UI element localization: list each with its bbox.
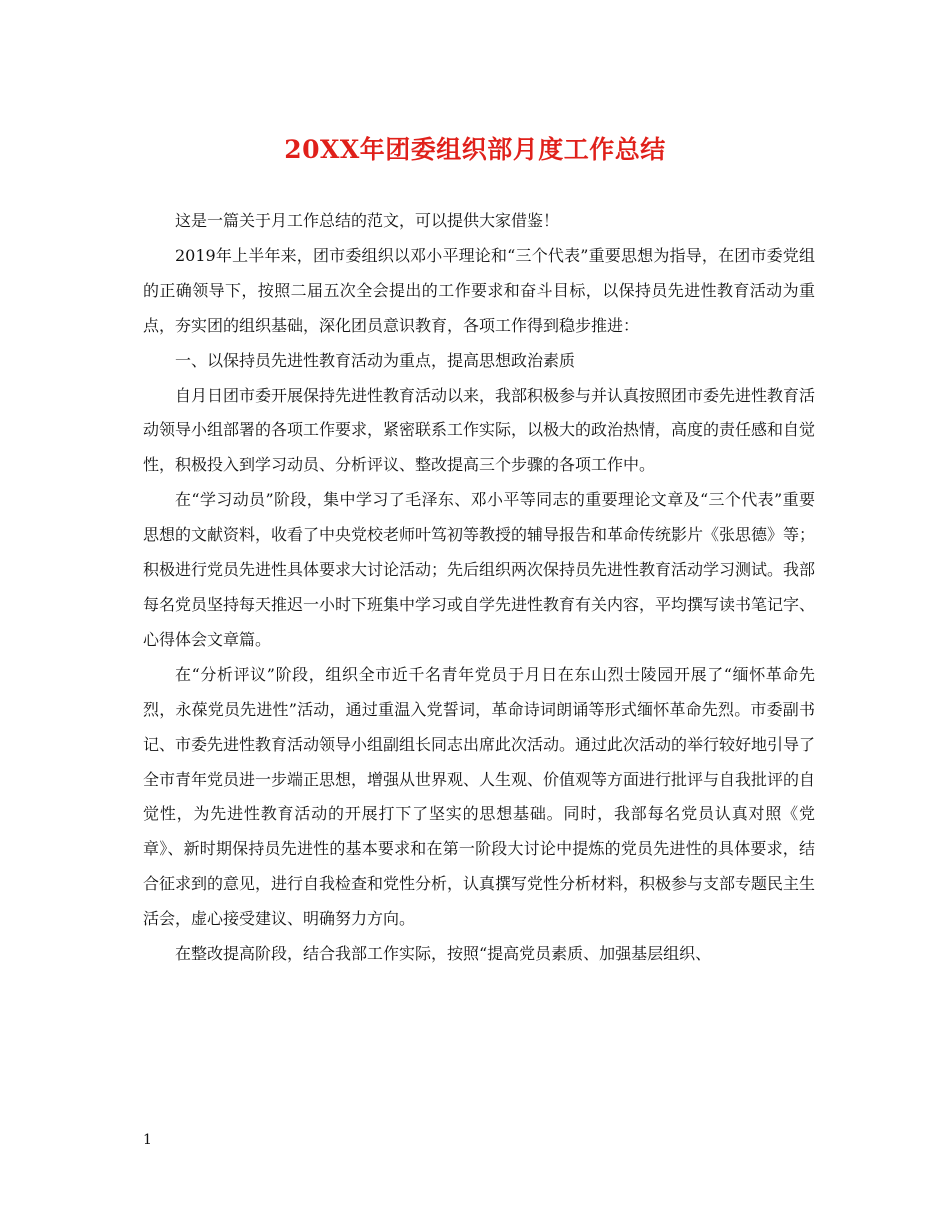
page-number: 1 [143, 1132, 152, 1148]
section-heading-1: 一、以保持员先进性教育活动为重点，提高思想政治素质 [175, 350, 576, 370]
document-title: 20XX年团委组织部月度工作总结 [284, 135, 666, 164]
paragraph-review-stage: 在“分析评议”阶段，组织全市近千名青年党员于月日在东山烈士陵园开展了“缅怀革命先烈，永葆党员先进性”活动，通过重温入党誓词，革命诗词朗诵等形式缅怀革命先烈。市委副书记、市委先进性教育活动领导小组副组长同志出席此次活动。通过此次活动的举行较好地引导了全市青年党员进一步端正思想，增强从世界观、人生观、价值观等方面进行批评与自我批评的自觉性，为先进性教育活动的开展打下了坚实的思想基础。同时，我部每名党员认真对照《党章》、新时期保持员先进性的基本要求和在第一阶段大讨论中提炼的党员先进性的具体要求，结合征求到的意见，进行自我检查和党性分析，认真撰写党性分析材料，积极参与支部专题民主生活会，虚心接受建议、明确努力方向。 [143, 664, 816, 929]
paragraph-improvement-stage: 在整改提高阶段，结合我部工作实际，按照“提高党员素质、加强基层组织、 [175, 944, 712, 964]
document-body [143, 204, 815, 972]
paragraph-activity-start: 自月日团市委开展保持先进性教育活动以来，我部积极参与并认真按照团市委先进性教育活动领导小组部署的各项工作要求，紧密联系工作实际，以极大的政治热情，高度的责任感和自觉性，积极投入到学习动员、分析评议、整改提高三个步骤的各项工作中。 [143, 385, 816, 475]
paragraph-overview: 2019年上半年来，团市委组织以邓小平理论和“三个代表”重要思想为指导，在团市委党组的正确领导下，按照二届五次全会提出的工作要求和奋斗目标，以保持员先进性教育活动为重点，夯实团的组织基础，深化团员意识教育，各项工作得到稳步推进： [143, 245, 815, 335]
paragraph-intro: 这是一篇关于月工作总结的范文，可以提供大家借鉴！ [175, 211, 560, 230]
paragraph-study-stage: 在“学习动员”阶段，集中学习了毛泽东、邓小平等同志的重要理论文章及“三个代表”重要思想的文献资料，收看了中央党校老师叶笃初等教授的辅导报告和革命传统影片《张思德》等；积极进行党员先进性具体要求大讨论活动；先后组织两次保持员先进性教育活动学习测试。我部每名党员坚持每天推迟一小时下班集中学习或自学先进性教育有关内容，平均撰写读书笔记字、心得体会文章篇。 [143, 490, 816, 649]
